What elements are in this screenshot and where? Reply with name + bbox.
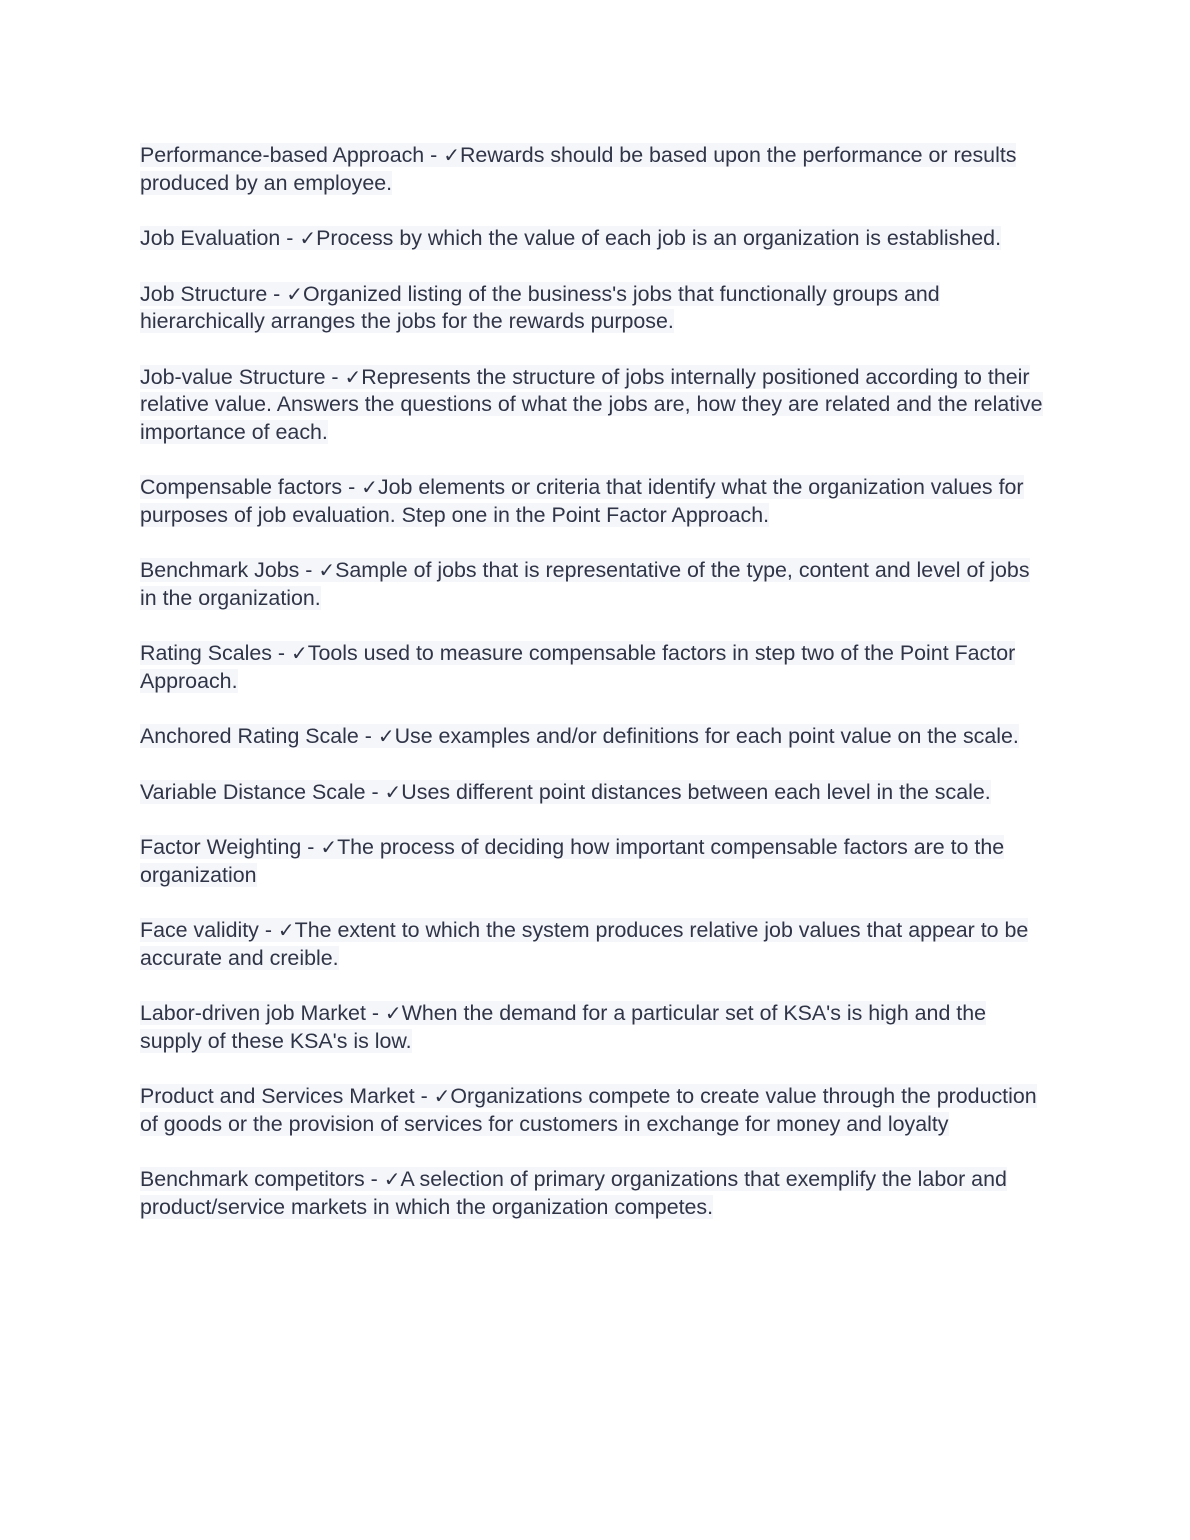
check-icon: ✓ <box>344 364 362 389</box>
check-icon: ✓ <box>299 226 317 250</box>
separator: - <box>325 364 345 389</box>
definition: Process by which the value of each job is an organization is established. <box>316 226 1002 250</box>
entry-text <box>140 143 1016 195</box>
term: Benchmark competitors <box>140 1167 365 1191</box>
definition: Tools used to measure compensable factors in step two of the Point Factor Approach. <box>140 641 1016 693</box>
check-icon: ✓ <box>384 779 402 804</box>
check-icon: ✓ <box>277 918 295 942</box>
flashcard-entry <box>140 364 1050 447</box>
definition: Organized listing of the business's jobs that functionally groups and hierarchically arranges the jobs for the rewards purpose. <box>140 281 940 333</box>
check-icon: ✓ <box>383 1167 401 1191</box>
check-icon: ✓ <box>361 475 378 499</box>
term: Variable Distance Scale <box>140 779 366 804</box>
separator: - <box>271 641 291 665</box>
flashcard-list <box>140 142 1050 1249</box>
definition: Organizations compete to create value through the production of goods or the provision of services for customers in exchange for money and loyalty <box>140 1084 1037 1136</box>
separator: - <box>365 1001 385 1025</box>
term: Anchored Rating Scale <box>140 724 359 748</box>
entry-text <box>140 780 991 804</box>
definition: When the demand for a particular set of KSA's is high and the supply of these KSA's is low. <box>140 1001 987 1053</box>
separator: - <box>364 1167 384 1191</box>
entry-text <box>140 1001 986 1053</box>
flashcard-entry <box>140 1000 1050 1055</box>
flashcard-entry <box>140 917 1050 972</box>
entry-text <box>140 641 1015 693</box>
entry-text <box>140 1084 1037 1136</box>
separator: - <box>280 226 300 250</box>
entry-text <box>140 835 1004 887</box>
check-icon: ✓ <box>433 1084 451 1108</box>
definition: Sample of jobs that is representative of the type, content and level of jobs in the organization. <box>140 558 1030 610</box>
flashcard-entry <box>140 640 1050 695</box>
flashcard-entry <box>140 557 1050 612</box>
term: Labor-driven job Market <box>140 1001 366 1025</box>
flashcard-entry <box>140 474 1050 529</box>
separator: - <box>365 779 385 804</box>
separator: - <box>358 724 378 748</box>
entry-text <box>140 365 1043 444</box>
entry-text <box>140 282 940 334</box>
definition: The process of deciding how important compensable factors are to the organization <box>140 835 1005 887</box>
check-icon: ✓ <box>320 835 338 859</box>
separator: - <box>267 281 287 306</box>
flashcard-entry <box>140 142 1050 197</box>
term: Factor Weighting <box>140 835 302 859</box>
check-icon: ✓ <box>443 143 460 167</box>
term: Job Structure <box>140 281 268 306</box>
term: Rating Scales <box>140 641 272 665</box>
entry-text <box>140 475 1024 527</box>
definition: Job elements or criteria that identify what the organization values for purposes of job evaluation. Step one in the Point Factor Approach. <box>140 475 1024 527</box>
entry-text <box>140 918 1028 970</box>
flashcard-entry <box>140 225 1050 253</box>
entry-text <box>140 558 1030 610</box>
flashcard-entry <box>140 1166 1050 1221</box>
term: Job-value Structure <box>140 364 326 389</box>
check-icon: ✓ <box>384 1001 402 1025</box>
separator: - <box>424 143 444 167</box>
separator: - <box>299 558 319 582</box>
term: Compensable factors <box>140 475 343 499</box>
definition: A selection of primary organizations that exemplify the labor and product/service markets in which the organization competes. <box>140 1167 1007 1219</box>
check-icon: ✓ <box>318 558 336 582</box>
entry-text <box>140 226 1001 250</box>
term: Job Evaluation <box>140 226 281 250</box>
entry-text <box>140 724 1019 748</box>
flashcard-entry <box>140 723 1050 751</box>
check-icon: ✓ <box>377 724 395 748</box>
term: Performance-based Approach <box>140 143 425 167</box>
entry-text <box>140 1167 1007 1219</box>
separator: - <box>301 835 321 859</box>
definition: Represents the structure of jobs internally positioned according to their relative value. Answers the questions of what the jobs are, how they are related and the relative importance of each. <box>140 364 1043 444</box>
flashcard-entry <box>140 834 1050 889</box>
separator: - <box>414 1084 434 1108</box>
definition: Rewards should be based upon the performance or results produced by an employee. <box>140 143 1017 195</box>
term: Benchmark Jobs <box>140 558 300 582</box>
definition: Use examples and/or definitions for each point value on the scale. <box>394 724 1019 748</box>
check-icon: ✓ <box>291 641 308 665</box>
check-icon: ✓ <box>286 281 303 306</box>
definition: The extent to which the system produces relative job values that appear to be accurate and creible. <box>140 918 1029 970</box>
term: Face validity <box>140 918 259 942</box>
flashcard-entry <box>140 1083 1050 1138</box>
flashcard-entry <box>140 281 1050 336</box>
definition: Uses different point distances between each level in the scale. <box>401 779 991 804</box>
separator: - <box>258 918 278 942</box>
term: Product and Services Market <box>140 1084 415 1108</box>
separator: - <box>342 475 362 499</box>
flashcard-entry <box>140 779 1050 807</box>
